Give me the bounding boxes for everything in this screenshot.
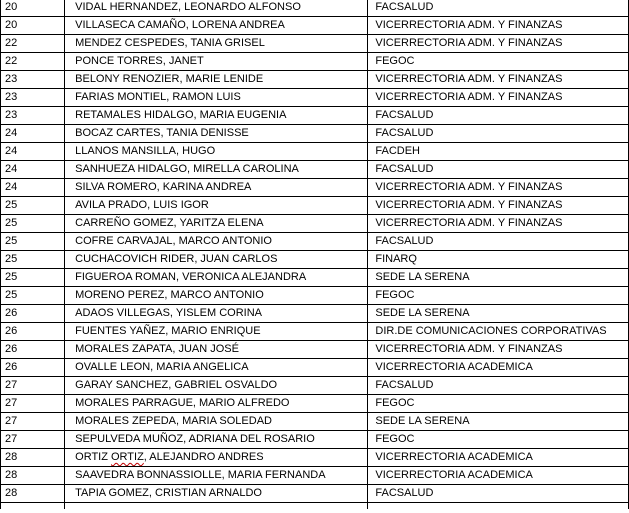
- department-cell[interactable]: SEDE LA SERENA: [368, 413, 629, 431]
- table-row: [1, 89, 629, 107]
- table-row: [1, 395, 629, 413]
- name-cell[interactable]: AVILA PRADO, LUIS IGOR: [65, 197, 368, 215]
- number-cell[interactable]: 24: [1, 143, 65, 161]
- number-cell[interactable]: 23: [1, 89, 65, 107]
- name-cell[interactable]: ORTIZ ORTIZ, ALEJANDRO ANDRES: [65, 449, 368, 467]
- table-row: [1, 377, 629, 395]
- table-row: [1, 143, 629, 161]
- department-cell[interactable]: FEGOC: [368, 53, 629, 71]
- number-cell[interactable]: 24: [1, 125, 65, 143]
- number-cell[interactable]: 23: [1, 71, 65, 89]
- department-cell[interactable]: VICERRECTORIA ADM. Y FINANZAS: [368, 197, 629, 215]
- department-cell[interactable]: FACDEH: [368, 143, 629, 161]
- department-cell[interactable]: FACSALUD: [368, 0, 629, 17]
- table-row: [1, 341, 629, 359]
- spellcheck-word: ORTIZ: [111, 451, 144, 463]
- name-cell[interactable]: MENDEZ CESPEDES, TANIA GRISEL: [65, 35, 368, 53]
- name-cell[interactable]: MORENO PEREZ, MARCO ANTONIO: [65, 287, 368, 305]
- department-cell[interactable]: SEDE LA SERENA: [368, 305, 629, 323]
- department-cell[interactable]: FEGOC: [368, 395, 629, 413]
- department-cell[interactable]: VICERRECTORIA ADM. Y FINANZAS: [368, 89, 629, 107]
- name-cell[interactable]: LLANOS MANSILLA, HUGO: [65, 143, 368, 161]
- empty-cell[interactable]: [368, 503, 629, 510]
- number-cell[interactable]: 28: [1, 467, 65, 485]
- name-cell[interactable]: BOCAZ CARTES, TANIA DENISSE: [65, 125, 368, 143]
- number-cell[interactable]: 27: [1, 413, 65, 431]
- number-cell[interactable]: 25: [1, 215, 65, 233]
- table-row: [1, 323, 629, 341]
- name-cell[interactable]: BELONY RENOZIER, MARIE LENIDE: [65, 71, 368, 89]
- department-cell[interactable]: FACSALUD: [368, 161, 629, 179]
- name-cell[interactable]: FUENTES YAÑEZ, MARIO ENRIQUE: [65, 323, 368, 341]
- number-cell[interactable]: 23: [1, 107, 65, 125]
- table-body: [1, 0, 629, 509]
- number-cell[interactable]: 25: [1, 251, 65, 269]
- name-cell[interactable]: FIGUEROA ROMAN, VERONICA ALEJANDRA: [65, 269, 368, 287]
- table-row: [1, 359, 629, 377]
- table-row: [1, 467, 629, 485]
- number-cell[interactable]: 27: [1, 395, 65, 413]
- name-cell[interactable]: TAPIA GOMEZ, CRISTIAN ARNALDO: [65, 485, 368, 503]
- table-row: [1, 287, 629, 305]
- name-cell[interactable]: GARAY SANCHEZ, GABRIEL OSVALDO: [65, 377, 368, 395]
- name-cell[interactable]: CUCHACOVICH RIDER, JUAN CARLOS: [65, 251, 368, 269]
- department-cell[interactable]: FACSALUD: [368, 377, 629, 395]
- table-row: [1, 35, 629, 53]
- name-cell[interactable]: COFRE CARVAJAL, MARCO ANTONIO: [65, 233, 368, 251]
- name-cell[interactable]: MORALES ZEPEDA, MARIA SOLEDAD: [65, 413, 368, 431]
- table-row: [1, 305, 629, 323]
- department-cell[interactable]: FINARQ: [368, 251, 629, 269]
- name-cell[interactable]: RETAMALES HIDALGO, MARIA EUGENIA: [65, 107, 368, 125]
- number-cell[interactable]: 27: [1, 431, 65, 449]
- department-cell[interactable]: VICERRECTORIA ADM. Y FINANZAS: [368, 35, 629, 53]
- name-cell[interactable]: VILLASECA CAMAÑO, LORENA ANDREA: [65, 17, 368, 35]
- department-cell[interactable]: DIR.DE COMUNICACIONES CORPORATIVAS: [368, 323, 629, 341]
- table-row: [1, 71, 629, 89]
- department-cell[interactable]: VICERRECTORIA ADM. Y FINANZAS: [368, 17, 629, 35]
- department-cell[interactable]: FACSALUD: [368, 485, 629, 503]
- number-cell[interactable]: 25: [1, 269, 65, 287]
- table-row: [1, 413, 629, 431]
- table-row: [1, 53, 629, 71]
- table-row: [1, 125, 629, 143]
- number-cell[interactable]: 25: [1, 197, 65, 215]
- department-cell[interactable]: VICERRECTORIA ACADEMICA: [368, 449, 629, 467]
- number-cell[interactable]: 26: [1, 305, 65, 323]
- number-cell[interactable]: 20: [1, 0, 65, 17]
- number-cell[interactable]: 25: [1, 287, 65, 305]
- table-row: [1, 161, 629, 179]
- number-cell[interactable]: 24: [1, 161, 65, 179]
- empty-cell[interactable]: [65, 503, 368, 510]
- name-cell[interactable]: CARREÑO GOMEZ, YARITZA ELENA: [65, 215, 368, 233]
- number-cell[interactable]: 24: [1, 179, 65, 197]
- table-row: [1, 233, 629, 251]
- department-cell[interactable]: VICERRECTORIA ADM. Y FINANZAS: [368, 71, 629, 89]
- name-cell[interactable]: PONCE TORRES, JANET: [65, 53, 368, 71]
- table-row: [1, 107, 629, 125]
- number-cell[interactable]: 28: [1, 485, 65, 503]
- department-cell[interactable]: VICERRECTORIA ADM. Y FINANZAS: [368, 341, 629, 359]
- department-cell[interactable]: SEDE LA SERENA: [368, 269, 629, 287]
- table-row: [1, 197, 629, 215]
- table-row: [1, 215, 629, 233]
- name-cell[interactable]: MORALES ZAPATA, JUAN JOSÉ: [65, 341, 368, 359]
- partial-row: [1, 503, 629, 510]
- department-cell[interactable]: VICERRECTORIA ACADEMICA: [368, 359, 629, 377]
- number-cell[interactable]: 22: [1, 53, 65, 71]
- table-row: [1, 485, 629, 503]
- department-cell[interactable]: FEGOC: [368, 431, 629, 449]
- empty-cell[interactable]: [1, 503, 65, 510]
- department-cell[interactable]: FACSALUD: [368, 125, 629, 143]
- table-row: [1, 269, 629, 287]
- number-cell[interactable]: 27: [1, 377, 65, 395]
- number-cell[interactable]: 22: [1, 35, 65, 53]
- table-row: [1, 0, 629, 17]
- department-cell[interactable]: VICERRECTORIA ADM. Y FINANZAS: [368, 179, 629, 197]
- table-row: [1, 449, 629, 467]
- name-cell[interactable]: SILVA ROMERO, KARINA ANDREA: [65, 179, 368, 197]
- department-cell[interactable]: VICERRECTORIA ACADEMICA: [368, 467, 629, 485]
- department-cell[interactable]: FACSALUD: [368, 107, 629, 125]
- department-cell[interactable]: FEGOC: [368, 287, 629, 305]
- number-cell[interactable]: 25: [1, 233, 65, 251]
- table-row: [1, 431, 629, 449]
- department-cell[interactable]: FACSALUD: [368, 233, 629, 251]
- number-cell[interactable]: 26: [1, 359, 65, 377]
- name-cell[interactable]: SANHUEZA HIDALGO, MIRELLA CAROLINA: [65, 161, 368, 179]
- table-row: [1, 17, 629, 35]
- number-cell[interactable]: 20: [1, 17, 65, 35]
- number-cell[interactable]: 26: [1, 341, 65, 359]
- table-row: [1, 179, 629, 197]
- name-cell[interactable]: ADAOS VILLEGAS, YISLEM CORINA: [65, 305, 368, 323]
- name-cell[interactable]: OVALLE LEON, MARIA ANGELICA: [65, 359, 368, 377]
- name-cell[interactable]: FARIAS MONTIEL, RAMON LUIS: [65, 89, 368, 107]
- number-cell[interactable]: 26: [1, 323, 65, 341]
- name-cell[interactable]: MORALES PARRAGUE, MARIO ALFREDO: [65, 395, 368, 413]
- name-cell[interactable]: SAAVEDRA BONNASSIOLLE, MARIA FERNANDA: [65, 467, 368, 485]
- department-cell[interactable]: VICERRECTORIA ADM. Y FINANZAS: [368, 215, 629, 233]
- table-row: [1, 251, 629, 269]
- number-cell[interactable]: 28: [1, 449, 65, 467]
- name-cell[interactable]: SEPULVEDA MUÑOZ, ADRIANA DEL ROSARIO: [65, 431, 368, 449]
- name-cell[interactable]: VIDAL HERNANDEZ, LEONARDO ALFONSO: [65, 0, 368, 17]
